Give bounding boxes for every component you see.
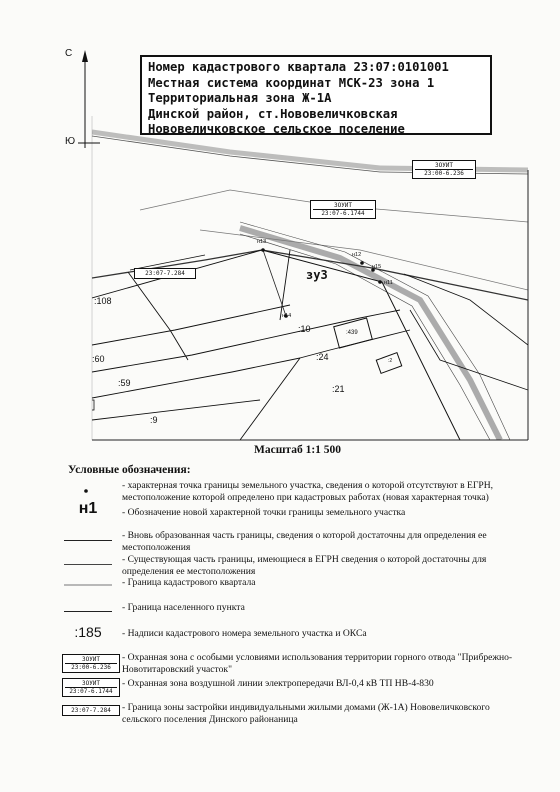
- parcel-21-label: :21: [332, 384, 345, 394]
- point-n12-label: н12: [352, 252, 362, 258]
- legend-item-point-designation: [60, 500, 530, 526]
- coordinate-system-line: Местная система координат МСК-23 зона 1: [148, 75, 435, 90]
- legend-text-mining-zone: - Охранная зона с особыми условиями использования территории горного отвода "Прибрежно-Новотитаровский участок": [122, 652, 513, 675]
- point-n13-label: н13: [257, 239, 267, 245]
- zouit-236-box: [412, 160, 476, 179]
- legend-text-residential-zone: - Граница зоны застройки индивидуальными жилыми домами (Ж-1А) Нововеличковского сельского поселения Динского районаница: [122, 702, 490, 725]
- cadastral-label-symbol: :185: [74, 624, 102, 640]
- territorial-zone-line: Территориальная зона Ж-1А: [148, 91, 332, 105]
- legend-item-mining-zone: [60, 652, 530, 676]
- legend-text-existing-boundary: - Существующая часть границы, имеющиеся в ЕГРН сведения о которой достаточны для определения ее местоположения: [122, 554, 487, 577]
- legend-text-quarter-boundary: - Граница кадастрового квартала: [122, 577, 256, 588]
- parcel-59-label: :59: [118, 378, 131, 388]
- point-n11: [378, 280, 382, 284]
- point-n15-label: н15: [372, 264, 382, 270]
- residential-zone-box-symbol: 23:07-7.284: [62, 705, 120, 716]
- mining-zone-box-symbol: ЗОУИТ 23:00-6.236: [62, 654, 120, 673]
- existing-boundary-line-sample: [64, 564, 112, 565]
- map-scale: Масштаб 1:1 500: [254, 444, 342, 456]
- legend-text-settlement-boundary: - Граница населенного пункта: [122, 602, 245, 613]
- legend-item-existing-boundary: [60, 554, 530, 578]
- cadastral-quarter-line: Номер кадастрового квартала 23:07:0101001: [148, 60, 449, 74]
- legend-item-residential-zone: [60, 702, 530, 728]
- point-n14-label: н14: [282, 313, 292, 319]
- zone-284-box: [134, 268, 196, 279]
- powerline-zone-box-symbol: ЗОУИТ 23:07-6.1744: [62, 678, 120, 697]
- zouit-236-code: 23:00-6.236: [415, 169, 473, 177]
- legend-item-new-boundary: [60, 530, 530, 554]
- parcel-24-label: :24: [316, 352, 329, 362]
- point-n12: [360, 261, 364, 265]
- district-line: Динской район, ст.Нововеличковская: [148, 106, 398, 121]
- zouit-1744-code: 23:07-6.1744: [313, 209, 373, 217]
- parcel-60-label: :60: [92, 354, 105, 364]
- legend-text-new-boundary: - Вновь образованная часть границы, сведения о которой достаточны для определения ее местоположения: [122, 530, 487, 553]
- parcel-9-label: :9: [150, 415, 158, 425]
- building-2-label: :2: [388, 358, 393, 364]
- point-n13: [261, 248, 265, 252]
- legend-text-powerline-zone: - Охранная зона воздушной линии электропередачи ВЛ-0,4 кВ ТП НВ-4-830: [122, 678, 434, 689]
- legend-text-point-designation: - Обозначение новой характерной точки границы земельного участка: [122, 507, 406, 518]
- legend-title: Условные обозначения:: [68, 464, 191, 476]
- zouit-1744-box: [310, 200, 376, 219]
- legend-text-cadastral-labels: - Надписи кадастрового номера земельного участка и ОКСа: [122, 628, 367, 639]
- legend-item-new-point: [60, 480, 530, 504]
- legend-item-cadastral-labels: [60, 626, 530, 644]
- parcel-108-label: :108: [94, 296, 112, 306]
- building-439-label: :439: [346, 330, 358, 336]
- settlement-line: Нововеличковское сельское поселение: [148, 122, 405, 136]
- south-label: Ю: [65, 136, 76, 147]
- new-parcel-label: зу3: [306, 268, 328, 282]
- legend-item-settlement-boundary: [60, 602, 530, 618]
- quarter-boundary-line-sample: [64, 584, 112, 586]
- zouit-236-title: ЗОУИТ: [434, 162, 454, 169]
- north-label: С: [65, 48, 73, 59]
- new-boundary-segment: [263, 250, 286, 316]
- settlement-boundary-line-sample: [64, 611, 112, 612]
- legend-text-new-point: - характерная точка границы земельного участка, сведения о которой отсутствуют в ЕГРН, местоположение которой определено при кадастровых работах (новая характерная точка): [122, 480, 494, 503]
- legend-item-powerline-zone: [60, 678, 530, 702]
- point-designation-symbol: н1: [78, 500, 98, 517]
- legend-item-quarter-boundary: [60, 577, 530, 593]
- point-n11-label: н11: [384, 280, 393, 286]
- zouit-1744-title: ЗОУИТ: [333, 202, 353, 209]
- zouit-band: [240, 228, 500, 440]
- parcel-10-label: :10: [298, 324, 311, 334]
- new-boundary-line-sample: [64, 540, 112, 541]
- zone-284-code: 23:07-7.284: [145, 270, 185, 277]
